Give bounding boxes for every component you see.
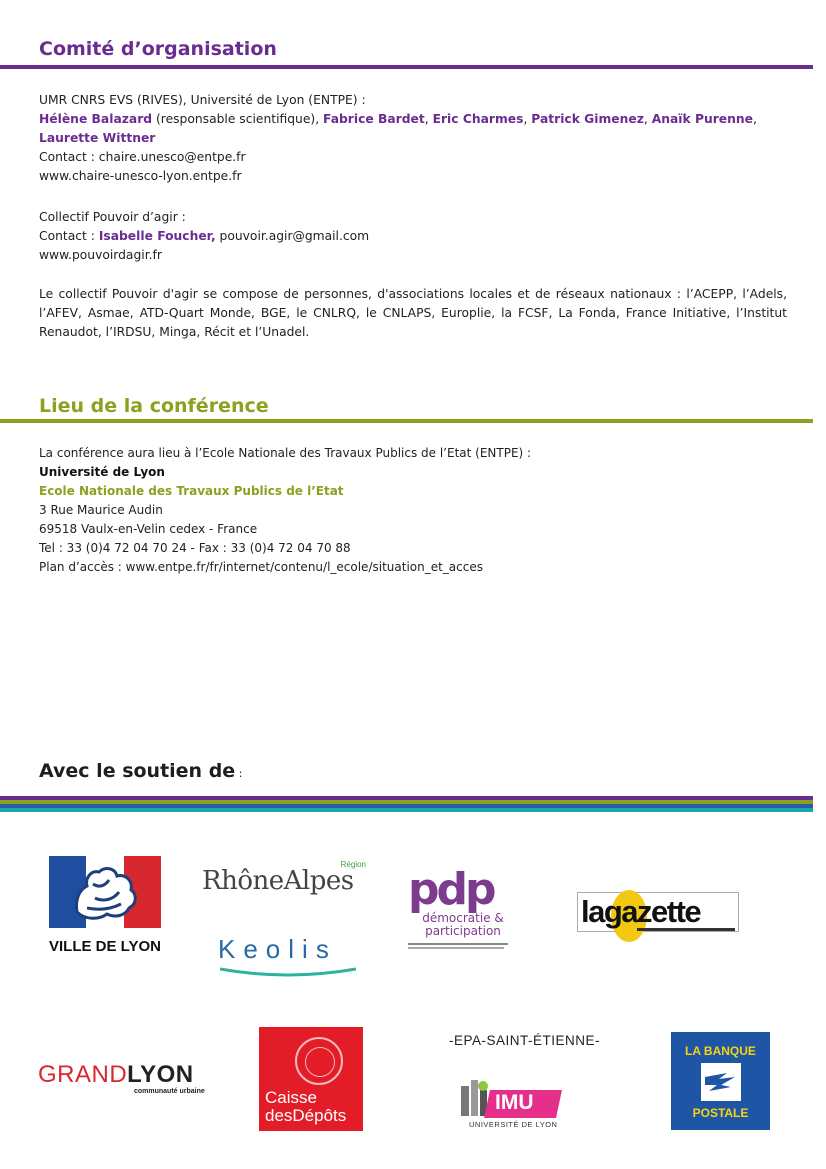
gazette-logo	[577, 892, 741, 944]
member-name: Patrick Gimenez	[531, 112, 644, 126]
venue-school: Ecole Nationale des Travaux Publics de l’Etat	[39, 484, 344, 498]
pdp-mark: pdp	[408, 864, 494, 915]
sponsors-stripes	[0, 796, 813, 812]
venue-rule	[0, 419, 813, 423]
contact-name: Isabelle Foucher,	[98, 229, 216, 243]
bird-icon	[701, 1063, 741, 1101]
member-name: Anaïk Purenne	[651, 112, 753, 126]
caisse-des-depots-logo	[259, 1027, 363, 1131]
pdp-line-2: participation	[425, 924, 501, 938]
collectif-label: Collectif Pouvoir d’agir :	[39, 210, 186, 224]
ville-de-lyon-logo	[49, 856, 167, 960]
venue-intro: La conférence aura lieu à l’Ecole Nationale des Travaux Publics de l’Etat (ENTPE) :	[39, 446, 532, 460]
gazette-text	[581, 894, 700, 930]
member-name: Laurette Wittner	[39, 131, 156, 145]
imu-logo	[459, 1078, 567, 1130]
separator: ,	[424, 112, 433, 126]
keolis-logo	[218, 934, 360, 980]
member-name: Fabrice Bardet	[323, 112, 425, 126]
committee-members-line	[39, 110, 787, 129]
lion-icon	[65, 864, 145, 920]
venue-title: Lieu de la conférence	[39, 395, 269, 417]
keolis-text: Keolis	[218, 934, 337, 964]
rhone-alpes-text: RhôneAlpes	[202, 866, 354, 896]
ville-de-lyon-text: VILLE DE LYON	[49, 938, 161, 955]
banque-postale-line-1: LA BANQUE	[685, 1044, 756, 1058]
collectif-website: www.pouvoirdagir.fr	[39, 248, 162, 262]
caisse-line-1: Caisse	[265, 1088, 317, 1107]
venue-map: Plan d’accès : www.entpe.fr/fr/internet/contenu/l_ecole/situation_et_acces	[39, 560, 483, 574]
venue-city: 69518 Vaulx-en-Velin cedex - France	[39, 522, 258, 536]
rhone-alpes-logo	[202, 860, 366, 900]
venue-street: 3 Rue Maurice Audin	[39, 503, 163, 517]
member-role: (responsable scientifique),	[152, 112, 324, 126]
contact-email: pouvoir.agir@gmail.com	[215, 229, 370, 243]
separator: ,	[643, 112, 652, 126]
caisse-line-2: desDépôts	[265, 1106, 347, 1125]
banque-postale-line-2: POSTALE	[692, 1106, 749, 1120]
pdp-logo	[408, 864, 518, 966]
banque-postale-logo	[671, 1032, 770, 1130]
imu-text: IMU	[495, 1091, 534, 1114]
committee-contact: Contact : chaire.unesco@entpe.fr	[39, 150, 246, 164]
caisse-des-depots-text	[265, 1089, 346, 1125]
venue-block	[39, 444, 787, 577]
collectif-description: Le collectif Pouvoir d'agir se compose de personnes, d'associations locales et de réseaux nationaux : l’ACEPP, l’Adels, l’AFEV, Asmae, ATD-Quart Monde, BGE, le CNLRQ, le CNLAPS, Europlie, la FCSF, La Fonda, France Initiative, l’Institut Renaudot, l’IRDSU, Minga, Récit et l’Unadel.	[39, 287, 787, 339]
pdp-fine-print	[408, 947, 504, 949]
pdp-fine-print	[408, 943, 508, 945]
collectif-contact	[39, 227, 787, 246]
grand-lyon-part-2: LYON	[127, 1061, 194, 1088]
committee-website: www.chaire-unesco-lyon.entpe.fr	[39, 169, 242, 183]
separator: ,	[752, 112, 757, 126]
sponsors-title-suffix: :	[235, 767, 243, 780]
grand-lyon-logo	[38, 1061, 214, 1097]
grand-lyon-subtitle: communauté urbaine	[134, 1088, 205, 1095]
separator: ,	[523, 112, 532, 126]
sponsors-title	[39, 760, 242, 782]
grand-lyon-text	[38, 1061, 214, 1089]
member-name: Eric Charmes	[432, 112, 524, 126]
collectif-block	[39, 208, 787, 265]
sponsors-title-text: Avec le soutien de	[39, 760, 236, 782]
member-name: Hélène Balazard	[39, 112, 153, 126]
pdp-line-1: démocratie &	[422, 911, 504, 925]
collectif-description-block	[39, 285, 787, 342]
imu-subtitle: UNIVERSITÉ DE LYON	[469, 1120, 558, 1129]
contact-prefix: Contact :	[39, 229, 99, 243]
seal-icon	[295, 1037, 343, 1085]
grand-lyon-part-1: GRAND	[38, 1061, 128, 1088]
epa-text: -EPA-SAINT-ÉTIENNE-	[449, 1033, 601, 1048]
committee-intro: UMR CNRS EVS (RIVES), Université de Lyon (ENTPE) :	[39, 93, 366, 107]
committee-rule	[0, 65, 813, 69]
committee-block	[39, 91, 787, 186]
rhone-alpes-region: Région	[340, 860, 366, 869]
wave-icon	[220, 967, 356, 977]
venue-phone: Tel : 33 (0)4 72 04 70 24 - Fax : 33 (0)4 72 04 70 88	[39, 541, 351, 555]
gazette-word: lagazette	[581, 894, 701, 929]
venue-university: Université de Lyon	[39, 465, 165, 479]
epa-logo	[449, 1033, 601, 1051]
committee-title: Comité d’organisation	[39, 38, 277, 60]
